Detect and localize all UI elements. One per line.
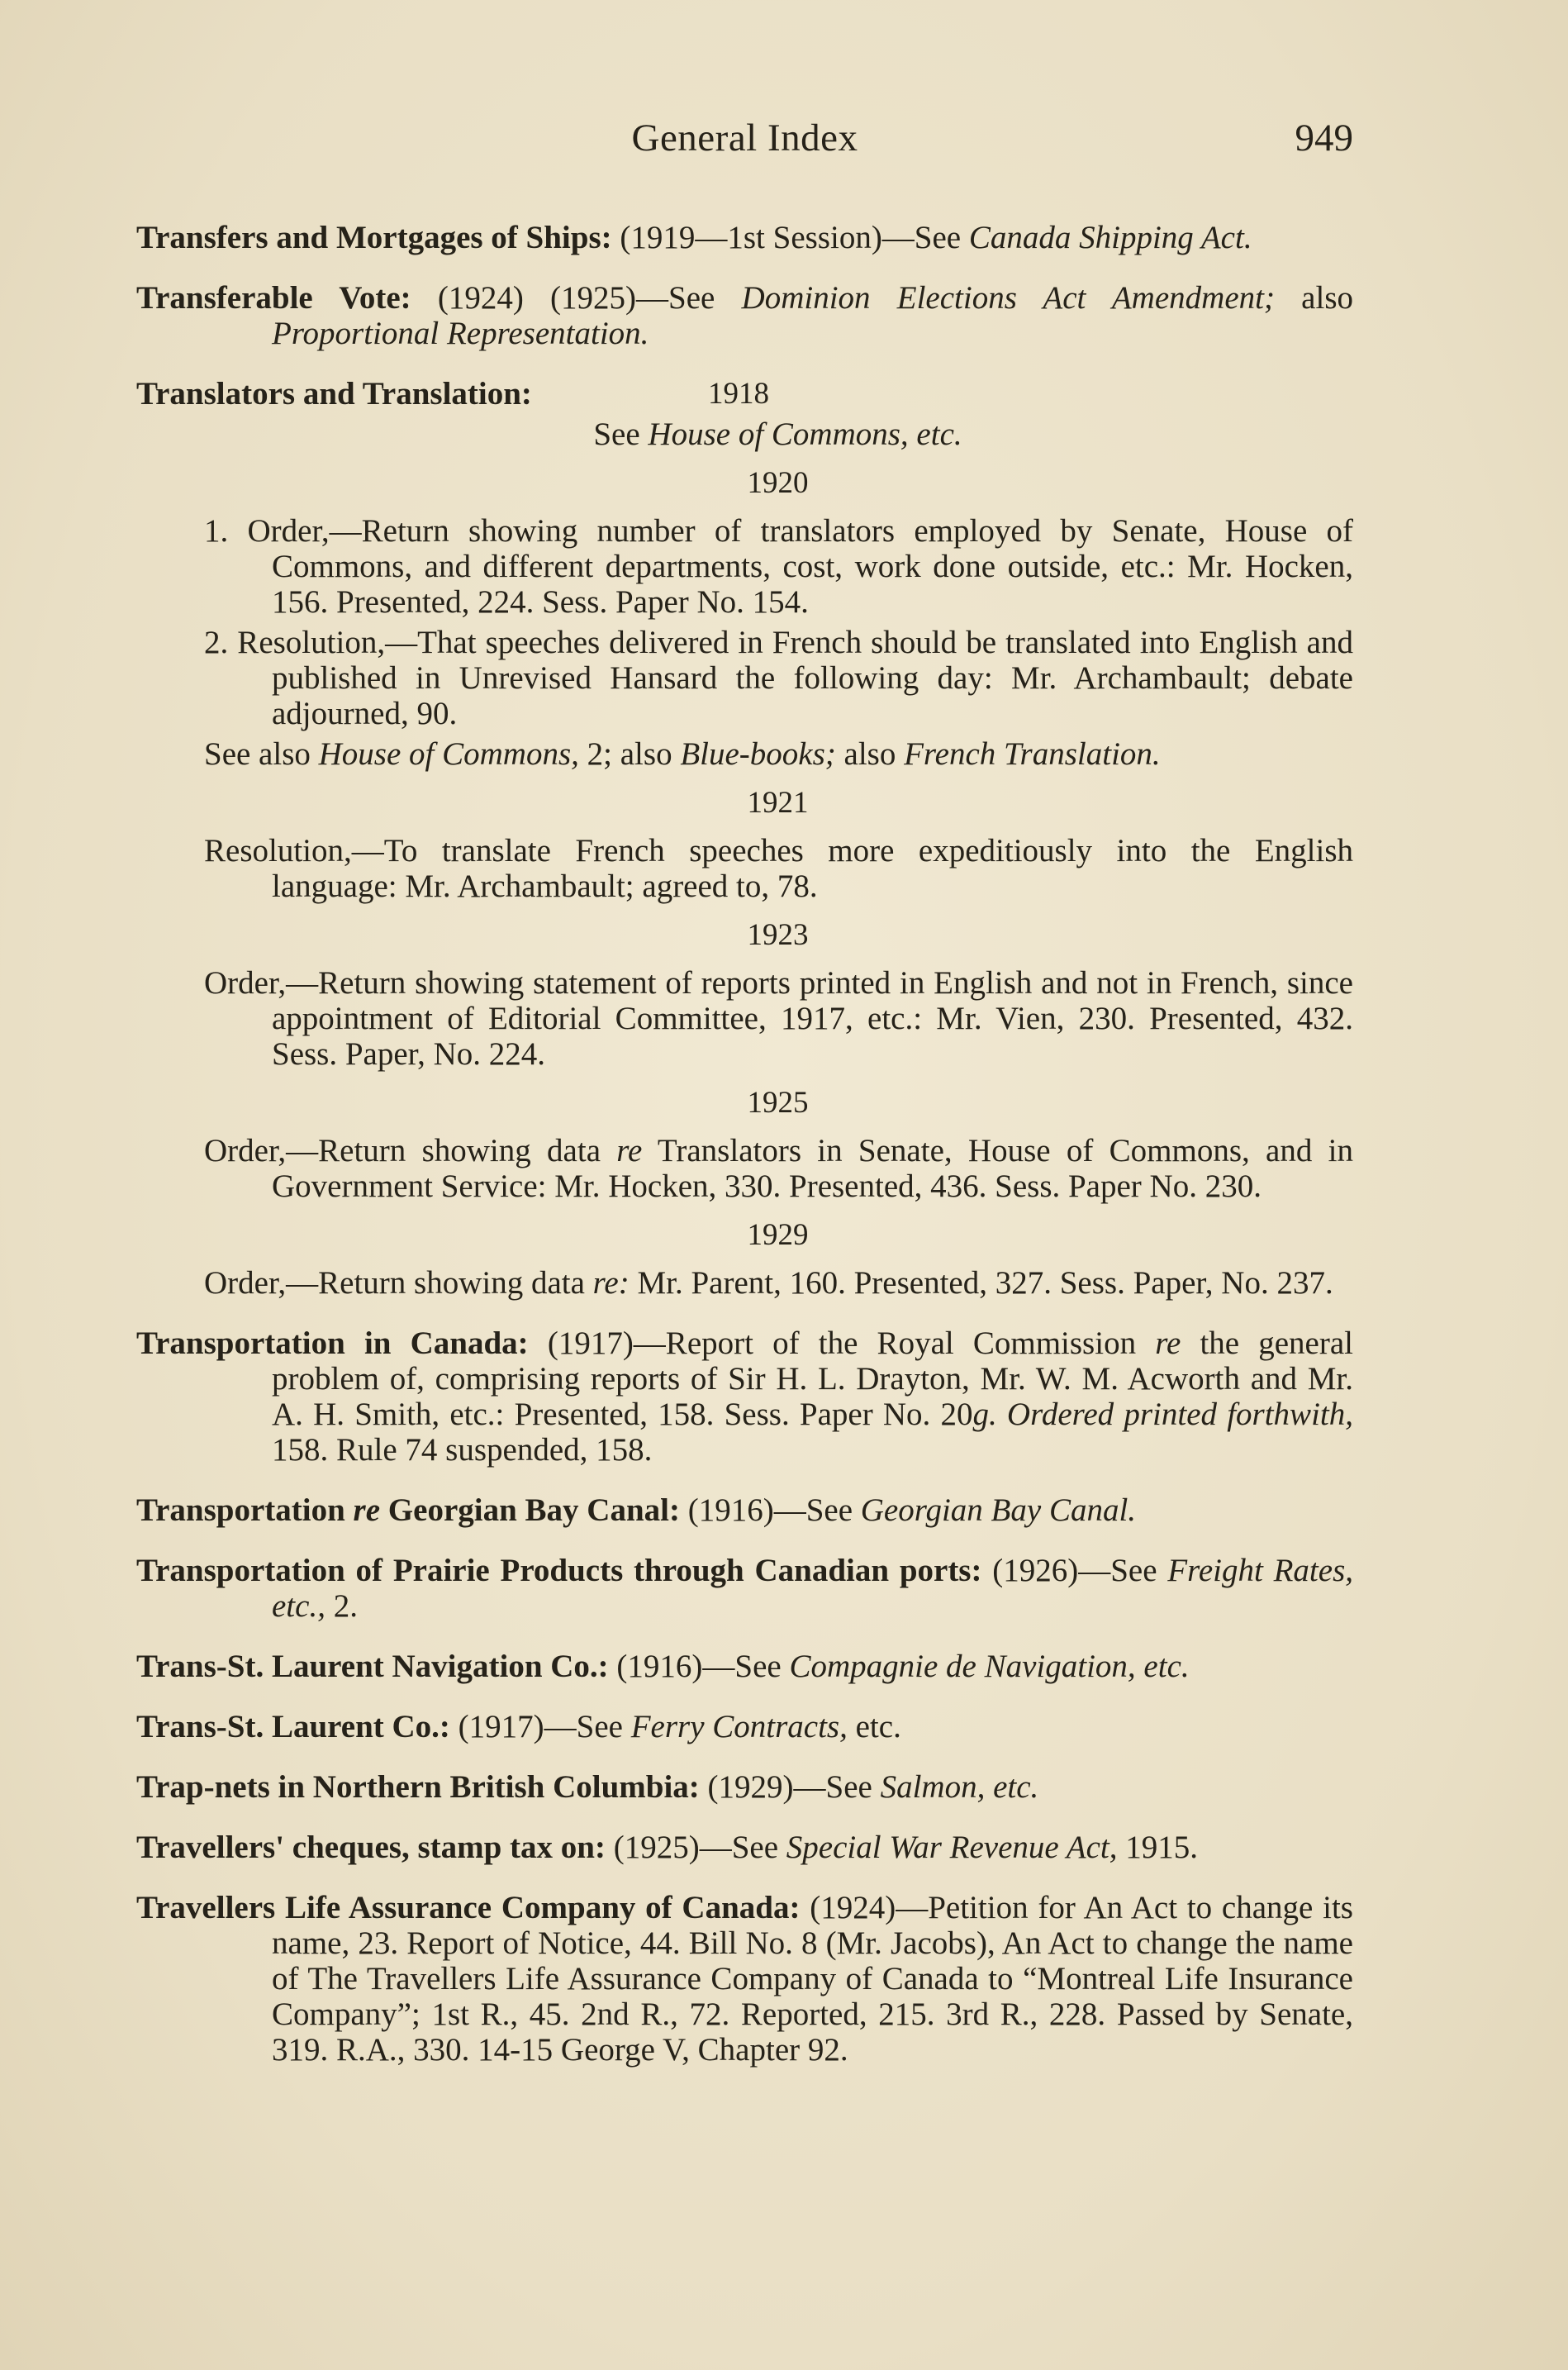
- entry-heading: Transportation in Canada:: [136, 1325, 529, 1361]
- see-reference: [202, 416, 1353, 452]
- sub-entry: Resolution,—To translate French speeches more expeditiously into the English language: Mr. Archambault; agreed to, 78.: [204, 833, 1353, 904]
- cross-reference: Dominion Elections Act Amendment;: [741, 280, 1275, 316]
- page-number: 949: [1295, 117, 1353, 159]
- entry-heading: Georgian Bay Canal:: [380, 1492, 680, 1528]
- entry-text: Order,—Return showing data: [204, 1133, 617, 1168]
- re-italic: re: [1155, 1325, 1181, 1361]
- paper-suffix: g.: [972, 1397, 997, 1432]
- index-entry-trans-st-laurent-co: [136, 1709, 1353, 1744]
- entry-heading: Trans-St. Laurent Co.:: [136, 1709, 450, 1744]
- entry-text: (1926)—See: [981, 1553, 1168, 1588]
- cross-reference: Georgian Bay Canal.: [860, 1492, 1137, 1528]
- index-entry-transfers-mortgages: [136, 220, 1353, 255]
- cross-reference: House of Commons,: [318, 736, 579, 772]
- see-also-line: [136, 736, 1353, 772]
- entry-text: etc.: [847, 1709, 901, 1744]
- entry-text: (1917)—See: [449, 1709, 631, 1744]
- entry-text: (1925)—See: [605, 1830, 786, 1865]
- entry-text: Mr. Parent, 160. Presented, 327. Sess. Paper, No. 237.: [629, 1265, 1333, 1301]
- entry-heading-line: [136, 376, 1353, 412]
- re-italic: re:: [592, 1265, 630, 1301]
- entry-heading: Transfers and Mortgages of Ships:: [136, 220, 612, 255]
- year-heading: 1920: [747, 466, 809, 500]
- cross-reference: Salmon, etc.: [880, 1769, 1039, 1805]
- year-heading: 1921: [747, 786, 809, 820]
- entry-heading: Transportation of Prairie Products through Canadian ports:: [136, 1553, 982, 1588]
- index-entry-prairie-products: [136, 1553, 1353, 1624]
- entry-heading: Transportation: [136, 1492, 354, 1528]
- ordered-printed: Ordered printed forthwith,: [996, 1397, 1353, 1432]
- entry-text: (1924) (1925)—See: [411, 280, 742, 316]
- year-heading: 1925: [747, 1086, 809, 1120]
- cross-reference: Blue-books;: [680, 736, 836, 772]
- page-title: General Index: [631, 117, 858, 159]
- running-head: [136, 116, 1353, 174]
- entry-text: (1919—1st Session)—See: [611, 220, 969, 255]
- entry-heading-re: re: [353, 1492, 381, 1528]
- year-heading: 1918: [708, 377, 769, 411]
- entry-heading: Translators and Translation:: [136, 376, 532, 412]
- entry-text: Translators in Senate, House of Commons, and in Government Service: Mr. Hocken, 330. Presented, 436. Sess. Paper No. 230.: [272, 1133, 1353, 1204]
- entry-text: 2.: [325, 1588, 358, 1624]
- entry-heading: Trans-St. Laurent Navigation Co.:: [136, 1649, 609, 1684]
- index-entry-trans-st-laurent-navigation: [136, 1649, 1353, 1684]
- entry-text: (1929)—See: [699, 1769, 881, 1805]
- entry-heading: Travellers' cheques, stamp tax on:: [136, 1830, 606, 1865]
- index-entry-transportation-georgian-bay: [136, 1492, 1353, 1528]
- sub-entry: Order,—Return showing statement of reports printed in English and not in French, since appointment of Editorial Committee, 1917, etc.: Mr. Vien, 230. Presented, 432. Sess. Paper, No. 224.: [204, 965, 1353, 1072]
- index-entry-transferable-vote: [136, 280, 1353, 351]
- cross-reference: French Translation.: [904, 736, 1161, 772]
- year-heading: 1923: [747, 918, 809, 952]
- entry-text: (1916)—See: [608, 1649, 790, 1684]
- sub-entry: 1. Order,—Return showing number of translators employed by Senate, House of Commons, and different departments, cost, work done outside, etc.: Mr. Hocken, 156. Presented, 224. Sess. Paper No. 154.: [204, 513, 1353, 620]
- cross-reference: Canada Shipping Act.: [968, 220, 1252, 255]
- index-entry-trap-nets: [136, 1769, 1353, 1805]
- entry-text: 1915.: [1117, 1830, 1198, 1865]
- entry-heading: Trap-nets in Northern British Columbia:: [136, 1769, 700, 1805]
- entry-text: (1916)—See: [679, 1492, 861, 1528]
- see-text: See: [593, 416, 649, 452]
- see-text: 2; also: [578, 736, 681, 772]
- cross-reference: Special War Revenue Act,: [786, 1830, 1118, 1865]
- index-entry-transportation-canada: [136, 1325, 1353, 1468]
- sub-entry: [136, 1265, 1353, 1301]
- entry-heading: Transferable Vote:: [136, 280, 411, 316]
- sub-entry: 2. Resolution,—That speeches delivered in French should be translated into English and published in Unrevised Hansard the following day: Mr. Archambault; debate adjourned, 90.: [204, 625, 1353, 731]
- cross-reference: Freight Rates, etc.,: [272, 1553, 1353, 1624]
- re-italic: re: [616, 1133, 643, 1168]
- cross-reference: Compagnie de Navigation, etc.: [789, 1649, 1190, 1684]
- entry-text: Order,—Return showing data: [204, 1265, 593, 1301]
- index-entry-travellers-life: [136, 1890, 1353, 2068]
- sub-entry: [136, 1133, 1353, 1204]
- cross-reference: Ferry Contracts,: [630, 1709, 848, 1744]
- entry-text: (1924)—Petition for An Act to change its name, 23. Report of Notice, 44. Bill No. 8 (Mr. Jacobs), An Act to change the name of The Travellers Life Assurance Company of Canada to “Montreal Life Insurance Company”; 1st R., 45. 2nd R., 72. Reported, 215. 3rd R., 228. Passed by Senate, 319. R.A., 330. 14-15 George V, Chapter 92.: [272, 1890, 1353, 2068]
- see-text: also: [835, 736, 905, 772]
- entry-text: 158. Rule 74 suspended, 158.: [272, 1432, 653, 1468]
- year-heading: 1929: [747, 1218, 809, 1252]
- entry-text: the general problem of, comprising reports of Sir H. L. Drayton, Mr. W. M. Acworth and Mr. A. H. Smith, etc.: Presented, 158. Sess. Paper No. 20: [272, 1325, 1353, 1432]
- entry-text: (1917)—Report of the Royal Commission: [528, 1325, 1156, 1361]
- entry-heading: Travellers Life Assurance Company of Canada:: [136, 1890, 801, 1925]
- cross-reference: Proportional Representation.: [272, 316, 649, 351]
- cross-reference: House of Commons, etc.: [648, 416, 962, 452]
- index-entry-translators: [136, 376, 1353, 1301]
- index-entry-travellers-cheques: [136, 1830, 1353, 1865]
- entry-text: also: [1274, 280, 1354, 316]
- see-text: See also: [204, 736, 319, 772]
